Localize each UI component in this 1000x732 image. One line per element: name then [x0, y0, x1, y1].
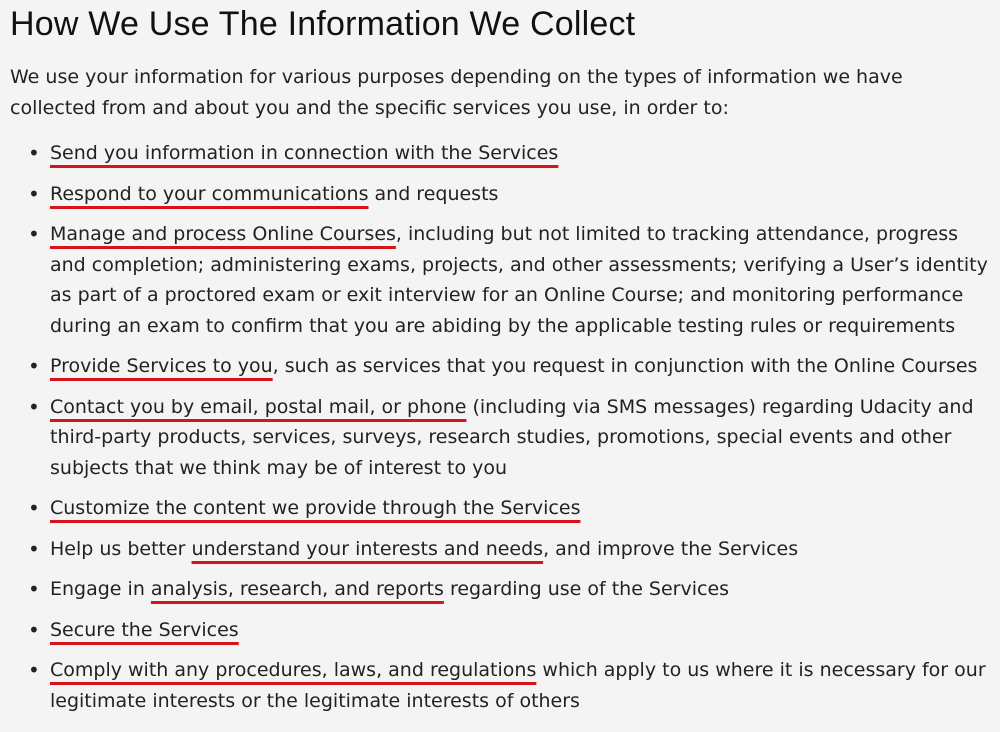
- bullet-icon: •: [28, 496, 40, 520]
- highlighted-phrase: Respond to your communications: [50, 182, 369, 205]
- list-item: [10, 615, 990, 646]
- item-post-text: (including via SMS messages) regarding Udacity and third-party products, services, surveys, research studies, promotions, special events and other subjects that we think may be of interest to you: [50, 395, 974, 479]
- list-item: [10, 179, 990, 210]
- highlighted-phrase: Manage and process Online Courses: [50, 223, 396, 245]
- bullet-icon: •: [28, 354, 40, 378]
- highlighted-phrase: Send you information in connection with the Services: [50, 142, 559, 164]
- item-post-text: , and improve the Services: [543, 537, 799, 560]
- list-item: [10, 493, 990, 524]
- list-item: [10, 574, 990, 605]
- purpose-list: [10, 138, 990, 716]
- highlighted-phrase: understand your interests and needs: [191, 537, 544, 560]
- list-item: [10, 655, 990, 716]
- highlighted-phrase: Secure the Services: [50, 618, 239, 641]
- list-item: [10, 219, 990, 341]
- bullet-icon: •: [28, 181, 40, 206]
- list-item: [10, 534, 990, 565]
- highlighted-phrase: Provide Services to you: [50, 355, 273, 377]
- item-pre-text: Engage in: [50, 578, 151, 600]
- intro-paragraph: We use your information for various purposes depending on the types of information we have collected from and about you and the specific services you use, in order to:: [10, 66, 903, 119]
- bullet-icon: •: [28, 536, 40, 561]
- item-post-text: which apply to us where it is necessary for our legitimate interests or the legitimate interests of others: [50, 659, 986, 712]
- item-post-text: and requests: [368, 182, 499, 205]
- bullet-icon: •: [28, 222, 40, 246]
- bullet-icon: •: [28, 577, 40, 601]
- item-post-text: regarding use of the Services: [443, 578, 730, 600]
- item-pre-text: Help us better: [50, 537, 192, 560]
- bullet-icon: •: [28, 617, 40, 642]
- section-heading: How We Use The Information We Collect: [10, 5, 636, 43]
- item-post-text: , including but not limited to tracking attendance, progress and completion; administering exams, projects, and other assessments; verifying a User’s identity as part of a proctored exam or exit interview for an Online Course; and monitoring performance during an exam to confirm that you are abiding by the applicable testing rules or requirements: [50, 223, 988, 337]
- bullet-icon: •: [28, 141, 40, 165]
- highlighted-phrase: analysis, research, and reports: [150, 578, 444, 600]
- bullet-icon: •: [28, 658, 40, 682]
- highlighted-phrase: Comply with any procedures, laws, and regulations: [50, 659, 537, 681]
- highlighted-phrase: Customize the content we provide through the Services: [50, 497, 581, 519]
- bullet-icon: •: [28, 394, 40, 419]
- list-item: [10, 138, 990, 169]
- list-item: [10, 392, 990, 484]
- list-item: [10, 351, 990, 382]
- highlighted-phrase: Contact you by email, postal mail, or phone: [50, 395, 467, 418]
- item-post-text: , such as services that you request in conjunction with the Online Courses: [272, 355, 978, 377]
